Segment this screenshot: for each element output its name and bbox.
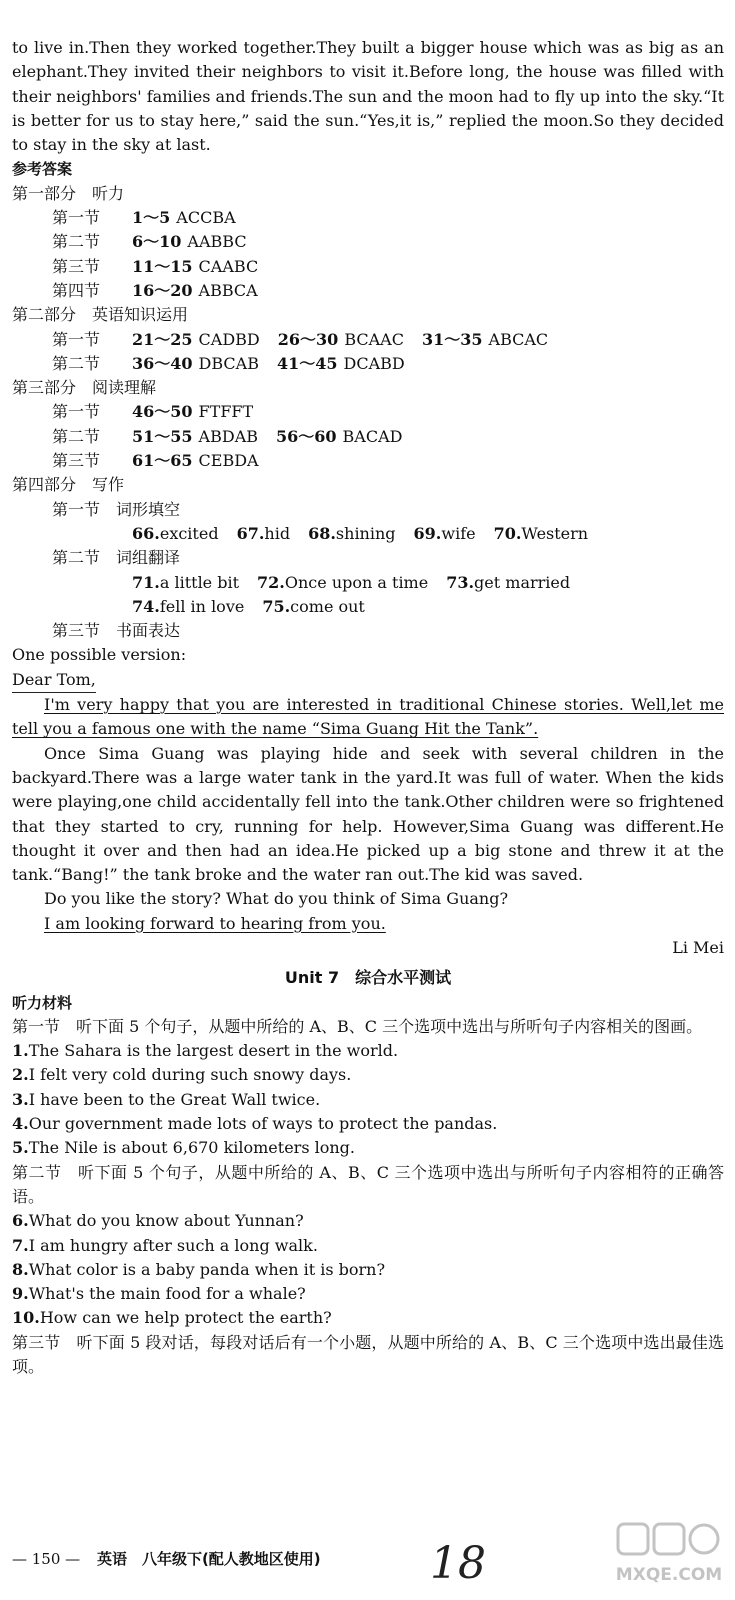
answer-range: 61～65 [132,451,193,471]
sentence-number: 10. [12,1308,40,1328]
answer-range: 46～50 [132,402,193,422]
section2-instruction: 第二节 听下面 5 个句子，从题中所给的 A、B、C 三个选项中选出与所听句子内容相符的正确答语。 [12,1162,724,1206]
sentence-text: What's the main food for a whale? [28,1284,306,1304]
answer-range: 41～45 [276,353,338,373]
part4-s1-label: 第一节 词形填空 [52,499,181,519]
answer-letters: FTFFT [198,402,254,422]
answer-letters: BACAD [342,426,403,446]
sentence-text: I felt very cold during such snowy days. [28,1065,352,1085]
item-answer: excited [159,523,219,543]
section-label: 第二节 [52,426,101,446]
item-number: 71. [132,572,160,592]
sentence-item [12,1088,724,1112]
section3-instruction: 第三节 听下面 5 段对话，每段对话后有一个小题，从题中所给的 A、B、C 三个选项中选出最佳选项。 [12,1332,724,1377]
watermark-text: MXQE.COM [615,1565,723,1585]
answer-row [12,352,724,376]
item-answer: come out [290,596,365,616]
answer-row [12,425,724,449]
sentence-number: 6. [12,1211,29,1231]
sentence-number: 4. [12,1114,29,1134]
item-number: 68. [308,523,336,543]
sentence-text: How can we help protect the earth? [39,1308,332,1328]
answer-row [12,328,724,352]
item-number: 73. [446,572,475,592]
answer-letters: CEBDA [198,451,259,471]
sentence-item [12,1136,724,1160]
answers-title: 参考答案 [12,160,73,179]
page-number: — 150 — [12,1550,81,1568]
sentence-item [12,1112,724,1136]
answer-row [12,400,724,424]
page-footer [12,1548,321,1569]
watermark-logo [612,1520,727,1592]
essay-paragraph-2: Once Sima Guang was playing hide and seek with several children in the backyard.There was a large water tank in the yard.It was full of water. When the kids were playing,one child accidentally fell into the tank.Other children were so frightened that they started to cry, running for help. However,Sima Guang was different.He thought it over and then had an idea.He picked up a big stone and threw it at the tank.“Bang!” the tank broke and the water ran out.The kid was saved. [12,743,724,885]
part4-s2-label: 第二节 词组翻译 [52,548,181,568]
answer-letters: ABCAC [488,329,549,349]
answer-row [12,449,724,473]
sentence-item [12,1258,724,1282]
item-number: 75. [262,596,291,616]
section-label: 第二节 [52,353,101,373]
part-label: 第一部分 听力 [12,183,125,203]
section-label: 第一节 [52,208,101,228]
answer-row [12,230,724,254]
item-number: 69. [413,523,442,543]
sentence-text: What do you know about Yunnan? [28,1211,304,1231]
sentence-number: 8. [12,1259,29,1279]
item-number: 66. [132,523,160,543]
answer-range: 6～10 [132,232,182,252]
answer-row [12,255,724,279]
sentence-item [12,1234,724,1258]
item-answer: wife [441,523,476,543]
part-label: 第三部分 阅读理解 [12,378,157,398]
section-label: 第一节 [52,329,101,349]
item-number: 70. [493,523,522,543]
answer-letters: DBCAB [198,353,259,373]
section-label: 第四节 [52,280,101,300]
sentence-item [12,1306,724,1330]
answer-letters: ABDAB [198,426,258,446]
sentence-text: The Sahara is the largest desert in the world. [28,1041,399,1061]
sentence-text: The Nile is about 6,670 kilometers long. [28,1138,355,1158]
essay-paragraph-3: Do you like the story? What do you think of Sima Guang? [44,889,509,909]
item-answer: fell in love [159,596,245,616]
essay-paragraph-4: I am looking forward to hearing from you. [44,913,386,933]
sentence-number: 5. [12,1138,29,1158]
sentence-item [12,1063,724,1087]
answer-range: 26～30 [277,329,339,349]
essay-paragraph-1: I'm very happy that you are interested in traditional Chinese stories. Well,let me tell you a famous one with the name “Sima Guang Hit the Tank”. [12,695,724,739]
item-answer: a little bit [159,572,240,592]
story-end-paragraph: to live in.Then they worked together.They built a bigger house which was as big as an elephant.They invited their neighbors to visit it.Before long, the house was filled with their neighbors' families and friends.The sun and the moon had to fly up into the sky.“It is better for us to stay here,” said the sun.“Yes,it is,” replied the moon.So they decided to stay in the sky at last. [12,38,724,155]
item-answer: get married [474,572,571,592]
part4-s1-items [12,522,724,546]
sentence-text: Our government made lots of ways to protect the pandas. [28,1114,498,1134]
item-number: 74. [132,596,160,616]
answer-letters: ABBCA [198,280,258,300]
answer-range: 51～55 [132,426,193,446]
answer-range: 1～5 [132,208,171,228]
item-answer: shining [335,523,396,543]
answer-range: 31～35 [421,329,483,349]
answer-letters: ACCBA [176,208,236,228]
section1-sentences [12,1039,724,1160]
section-label: 第二节 [52,232,101,252]
item-answer: Western [521,523,589,543]
answer-row [12,279,724,303]
section-label: 第三节 [52,451,101,471]
sentence-item [12,1282,724,1306]
essay-signature: Li Mei [672,937,724,957]
section1-instruction: 第一节 听下面 5 个句子，从题中所给的 A、B、C 三个选项中选出与所听句子内容相关的图画。 [12,1016,703,1036]
section2-sentences [12,1209,724,1330]
document-page [12,36,724,1379]
essay-intro: One possible version: [12,645,187,665]
answers-list [12,182,724,474]
part-label: 第二部分 英语知识运用 [12,305,189,325]
answer-range: 36～40 [132,353,193,373]
sentence-number: 9. [12,1284,29,1304]
answer-row [12,206,724,230]
sentence-item [12,1039,724,1063]
answer-range: 56～60 [276,426,337,446]
answer-letters: AABBC [187,232,247,252]
sentence-item [12,1209,724,1233]
sentence-text: What color is a baby panda when it is born? [28,1259,386,1279]
answer-range: 21～25 [132,329,193,349]
sentence-number: 3. [12,1089,29,1109]
part4-label: 第四部分 写作 [12,475,125,495]
sentence-number: 7. [12,1235,29,1255]
answer-letters: CADBD [198,329,260,349]
item-number: 72. [257,572,285,592]
sentence-number: 2. [12,1065,29,1085]
sentence-text: I am hungry after such a long walk. [28,1235,318,1255]
sentence-number: 1. [12,1041,29,1061]
footer-subject: 英语 八年级下(配人教地区使用) [96,1550,321,1568]
essay-greeting: Dear Tom, [12,668,96,693]
part4-s3-label: 第三节 书面表达 [52,621,181,641]
sentence-text: I have been to the Great Wall twice. [28,1089,321,1109]
part4-s2-row2 [12,595,724,619]
section-label: 第三节 [52,256,101,276]
item-answer: hid [264,523,291,543]
answer-letters: CAABC [198,256,259,276]
item-answer: Once upon a time [284,572,429,592]
listening-title: 听力材料 [12,993,73,1012]
answer-letters: DCABD [343,353,405,373]
part4-s2-row1 [12,571,724,595]
answer-range: 16～20 [132,280,193,300]
unit-title: Unit 7 综合水平测试 [284,968,452,988]
answer-letters: BCAAC [344,329,404,349]
handwritten-number: 18 [430,1538,486,1589]
answer-range: 11～15 [132,256,193,276]
section-label: 第一节 [52,402,101,422]
item-number: 67. [236,523,265,543]
